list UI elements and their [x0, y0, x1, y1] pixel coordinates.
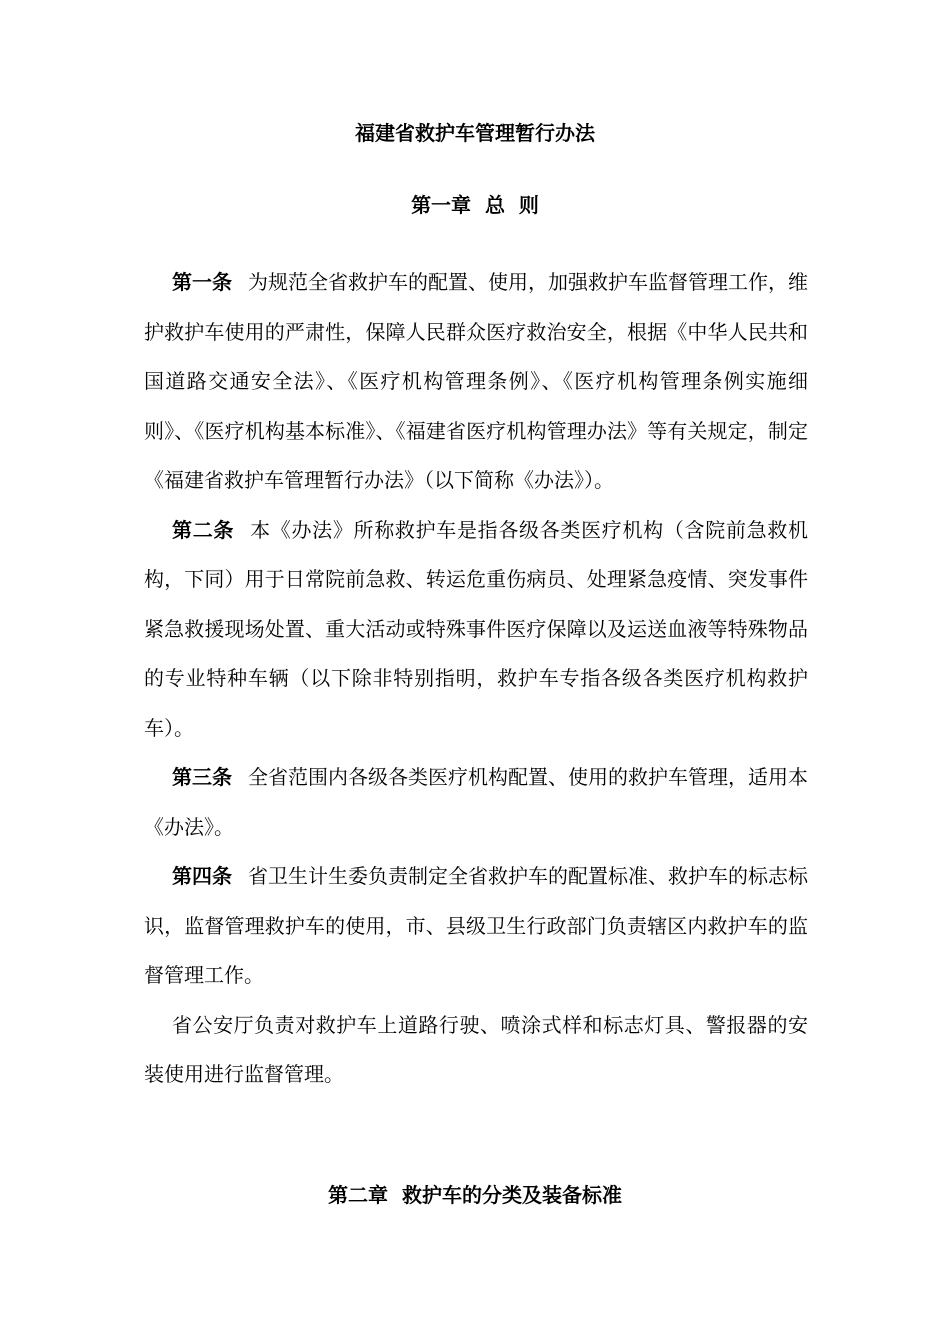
chapter-1-title: 第一章 总 则	[411, 193, 539, 217]
chapter-2-title: 第二章 救护车的分类及装备标准	[328, 1183, 622, 1207]
article-2-label: 第二条	[172, 517, 235, 542]
article-4-label: 第四条	[172, 864, 232, 888]
article-4	[144, 852, 808, 1001]
article-2-text: 本《办法》所称救护车是指各级各类医疗机构（含院前急救机构，下同）用于日常院前急救、转运危重伤病员、处理紧急疫情、突发事件紧急救援现场处置、重大活动或特殊事件医疗保障以及运送血液等特殊物品的专业特种车辆（以下除非特别指明，救护车专指各级各类医疗机构救护车）。	[144, 517, 809, 740]
article-4-paragraph-2: 省公安厅负责对救护车上道路行驶、喷涂式样和标志灯具、警报器的安装使用进行监督管理。	[144, 1012, 808, 1086]
article-3-label: 第三条	[172, 765, 232, 789]
article-1-text: 为规范全省救护车的配置、使用，加强救护车监督管理工作，维护救护车使用的严肃性，保障人民群众医疗救治安全，根据《中华人民共和国道路交通安全法》、《医疗机构管理条例》、《医疗机构管理条例实施细则》、《医疗机构基本标准》、《福建省医疗机构管理办法》等有关规定，制定《福建省救护车管理暂行办法》（以下简称《办法》）。	[144, 270, 808, 492]
article-2	[144, 506, 808, 754]
article-1-label: 第一条	[172, 270, 232, 294]
chapter-1-body	[144, 258, 808, 1100]
article-3	[144, 753, 808, 852]
article-3-text: 全省范围内各级各类医疗机构配置、使用的救护车管理，适用本《办法》。	[144, 765, 808, 839]
document-title: 福建省救护车管理暂行办法	[355, 121, 595, 145]
article-1	[144, 258, 808, 506]
article-4-text: 省卫生计生委负责制定全省救护车的配置标准、救护车的标志标识，监督管理救护车的使用，市、县级卫生行政部门负责辖区内救护车的监督管理工作。	[144, 864, 808, 987]
